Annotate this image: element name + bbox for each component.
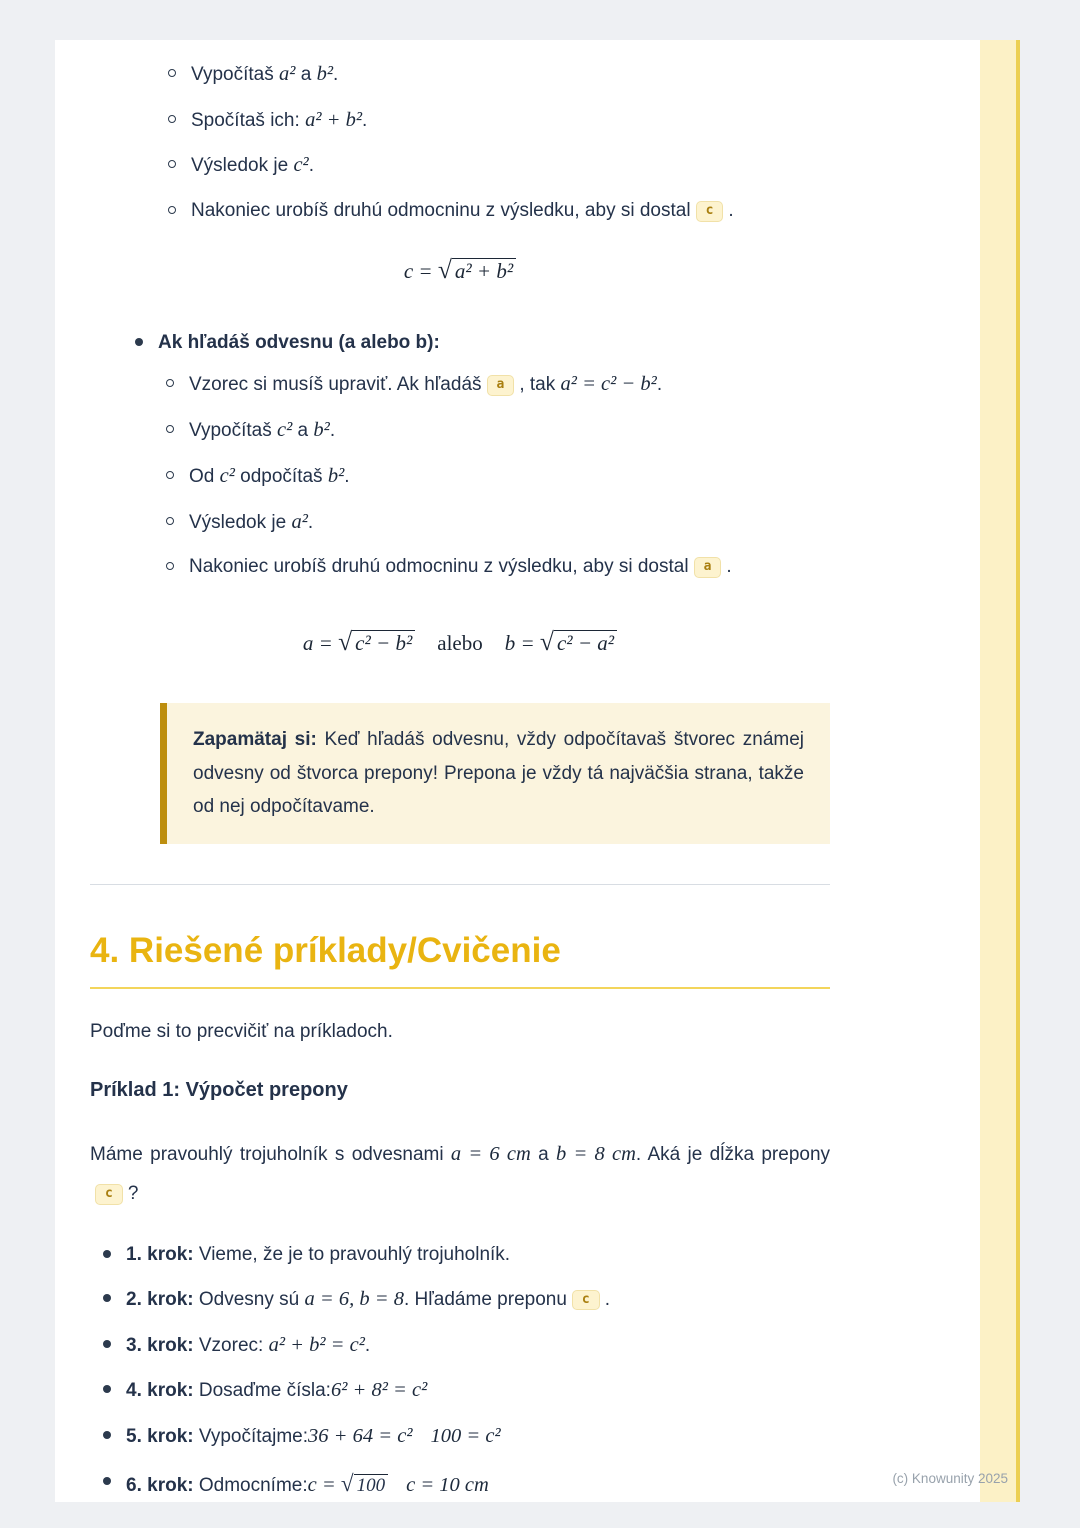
hypotenuse-steps-list	[90, 60, 830, 225]
disc-bullet-icon	[103, 1385, 111, 1393]
math-segment: a² + b² = c²	[268, 1333, 365, 1356]
text-segment: Dosaďme čísla:	[193, 1380, 331, 1402]
leg-section-title: Ak hľadáš odvesnu (a alebo b):	[158, 331, 440, 353]
radicand: c² − b²	[352, 630, 415, 655]
list-item	[166, 553, 830, 581]
variable-badge-c: c	[696, 201, 724, 222]
text-segment: .	[726, 556, 732, 578]
circle-bullet-icon	[166, 517, 174, 525]
list-item	[166, 508, 830, 538]
math-segment: b =	[504, 630, 540, 655]
sqrt-expression	[539, 626, 617, 656]
list-item-text	[126, 1422, 830, 1452]
remember-callout	[160, 703, 830, 844]
math-segment: b = 8 cm	[556, 1143, 636, 1166]
list-item	[135, 329, 830, 597]
sqrt-sign-icon: √	[338, 626, 353, 656]
sqrt-expression	[437, 254, 516, 284]
text-segment: ?	[127, 1183, 139, 1205]
solution-steps-list	[90, 1241, 830, 1501]
list-item-text	[126, 1468, 830, 1502]
circle-bullet-icon	[168, 69, 176, 77]
math-segment: a² = c² − b²	[560, 373, 657, 396]
text-segment: .	[728, 200, 734, 222]
math-segment: c =	[403, 258, 438, 283]
circle-bullet-icon	[168, 206, 176, 214]
list-item-text	[191, 151, 830, 181]
text-segment: , tak	[519, 374, 561, 396]
text-segment: alebo	[437, 630, 483, 655]
list-item	[103, 1376, 830, 1406]
disc-bullet-icon	[103, 1250, 111, 1258]
step-label: 2. krok:	[126, 1288, 194, 1310]
math-segment: a²	[279, 63, 296, 85]
math-segment: c²	[277, 419, 293, 442]
variable-badge-c: c	[95, 1184, 123, 1205]
text-segment: Vzorec si musíš upraviť. Ak hľadáš	[189, 374, 482, 396]
leg-steps-list	[158, 370, 830, 580]
text-segment: .	[332, 64, 339, 85]
circle-bullet-icon	[168, 160, 176, 168]
math-segment: b²	[316, 63, 333, 85]
text-segment: .	[308, 155, 314, 177]
list-item-text	[126, 1376, 830, 1406]
list-item-text	[126, 1285, 830, 1315]
sqrt-sign-icon: √	[340, 1470, 354, 1497]
sqrt-expression	[340, 1470, 388, 1497]
circle-bullet-icon	[166, 379, 174, 387]
document-page	[55, 40, 1020, 1502]
list-item-text	[126, 1331, 830, 1361]
page-content	[55, 40, 830, 1501]
math-segment: b²	[313, 419, 330, 442]
list-item-text	[191, 60, 830, 90]
copyright-footer: (c) Knowunity 2025	[892, 1471, 1008, 1486]
step-label: 5. krok:	[126, 1426, 194, 1447]
text-segment: .	[307, 511, 314, 533]
variable-badge-c: c	[572, 1290, 600, 1311]
list-item	[166, 416, 830, 446]
list-item	[168, 197, 830, 225]
text-segment: . Aká je dĺžka prepony	[635, 1144, 831, 1166]
list-item-text	[189, 508, 830, 538]
list-item	[103, 1331, 830, 1361]
list-item-text	[189, 416, 830, 446]
disc-bullet-icon	[103, 1340, 111, 1348]
callout-text: Keď hľadáš odvesnu, vždy odpočítavaš štvorec známej odvesny od štvorca prepony! Prepona je vždy tá najväčšia strana, takže od nej odpočítavame.	[193, 728, 804, 818]
text-segment: a	[530, 1144, 557, 1166]
list-item-text	[189, 553, 830, 581]
text-segment: Nakoniec urobíš druhú odmocninu z výsledku, aby si dostal	[191, 200, 691, 222]
circle-bullet-icon	[166, 562, 174, 570]
list-item	[103, 1285, 830, 1315]
math-segment: a² + b²	[305, 108, 362, 131]
text-segment: Vzorec:	[193, 1334, 269, 1356]
list-item	[103, 1422, 830, 1452]
list-item	[166, 370, 830, 400]
radicand: c² − a²	[554, 630, 617, 655]
list-item	[103, 1468, 830, 1502]
text-segment: a	[295, 64, 317, 85]
list-item-text	[191, 197, 830, 225]
math-segment: 6² + 8² = c²	[330, 1379, 428, 1402]
step-label: 6. krok:	[126, 1474, 194, 1496]
radicand: 100	[354, 1474, 389, 1496]
text-segment: .	[361, 109, 368, 131]
disc-bullet-icon	[103, 1294, 111, 1302]
sqrt-expression	[338, 626, 415, 656]
text-segment: Odmocníme:	[193, 1474, 308, 1496]
list-item	[168, 106, 830, 136]
text-segment: Výsledok je	[191, 155, 294, 177]
text-segment: .	[364, 1334, 371, 1356]
callout-label: Zapamätaj si:	[193, 728, 317, 750]
text-segment: Máme pravouhlý trojuholník s odvesnami	[90, 1144, 451, 1166]
list-item-text	[126, 1241, 830, 1269]
disc-bullet-icon	[103, 1477, 111, 1485]
radicand: a² + b²	[452, 258, 516, 283]
disc-bullet-icon	[103, 1431, 111, 1439]
disc-bullet-icon	[135, 338, 143, 346]
section-heading: 4. Riešené príklady/Cvičenie	[90, 931, 830, 989]
text-segment: Nakoniec urobíš druhú odmocninu z výsledku, aby si dostal	[189, 556, 689, 578]
math-segment: a = 6, b = 8	[304, 1287, 404, 1310]
formula-hypotenuse	[90, 255, 830, 285]
math-segment: a =	[302, 630, 339, 655]
page-right-stripe	[980, 40, 1020, 1502]
text-segment: .	[656, 374, 663, 396]
math-segment: c²	[293, 154, 309, 177]
text-segment: a	[292, 420, 314, 442]
circle-bullet-icon	[166, 425, 174, 433]
list-item-text	[158, 329, 830, 597]
sqrt-sign-icon: √	[539, 626, 554, 656]
circle-bullet-icon	[166, 471, 174, 479]
list-item-text	[191, 106, 830, 136]
list-item	[168, 151, 830, 181]
text-segment: Vypočítajme:	[193, 1426, 308, 1447]
text-segment: . Hľadáme preponu	[403, 1288, 567, 1310]
text-segment: .	[604, 1288, 611, 1310]
text-segment: Spočítaš ich:	[191, 109, 306, 131]
variable-badge-a: a	[694, 557, 722, 578]
text-segment: Výsledok je	[189, 511, 292, 533]
text-segment: odpočítaš	[234, 465, 328, 487]
text-segment: Od	[189, 465, 220, 487]
problem-statement	[90, 1134, 830, 1213]
text-segment: Odvesny sú	[193, 1288, 305, 1310]
list-item	[103, 1241, 830, 1269]
step-label: 4. krok:	[126, 1380, 194, 1402]
text-segment: Vypočítaš	[191, 64, 280, 85]
math-segment: a = 6 cm	[450, 1143, 531, 1166]
text-segment: .	[329, 420, 336, 442]
math-segment: a²	[291, 510, 308, 533]
step-label: 1. krok:	[126, 1244, 194, 1266]
math-segment: c²	[219, 464, 235, 487]
text-segment: Vypočítaš	[189, 420, 278, 442]
list-item	[168, 60, 830, 90]
text-segment: Vieme, že je to pravouhlý trojuholník.	[193, 1244, 511, 1266]
formula-legs	[90, 627, 830, 657]
math-segment: 36 + 64 = c²	[308, 1425, 413, 1447]
step-label: 3. krok:	[126, 1334, 194, 1356]
math-segment: c =	[307, 1473, 341, 1496]
sqrt-sign-icon: √	[437, 254, 452, 284]
math-segment: c = 10 cm	[406, 1473, 489, 1496]
section-divider	[90, 884, 830, 885]
list-item	[166, 462, 830, 492]
circle-bullet-icon	[168, 115, 176, 123]
math-segment: b²	[327, 464, 345, 487]
list-item-text	[189, 462, 830, 492]
leg-section-list	[90, 329, 830, 597]
math-segment: 100 = c²	[430, 1425, 501, 1447]
list-item-text	[189, 370, 830, 400]
text-segment: .	[344, 465, 350, 487]
example-heading: Príklad 1: Výpočet prepony	[90, 1079, 348, 1102]
section-intro: Poďme si to precvičiť na príkladoch.	[90, 1021, 393, 1043]
variable-badge-a: a	[487, 375, 515, 396]
